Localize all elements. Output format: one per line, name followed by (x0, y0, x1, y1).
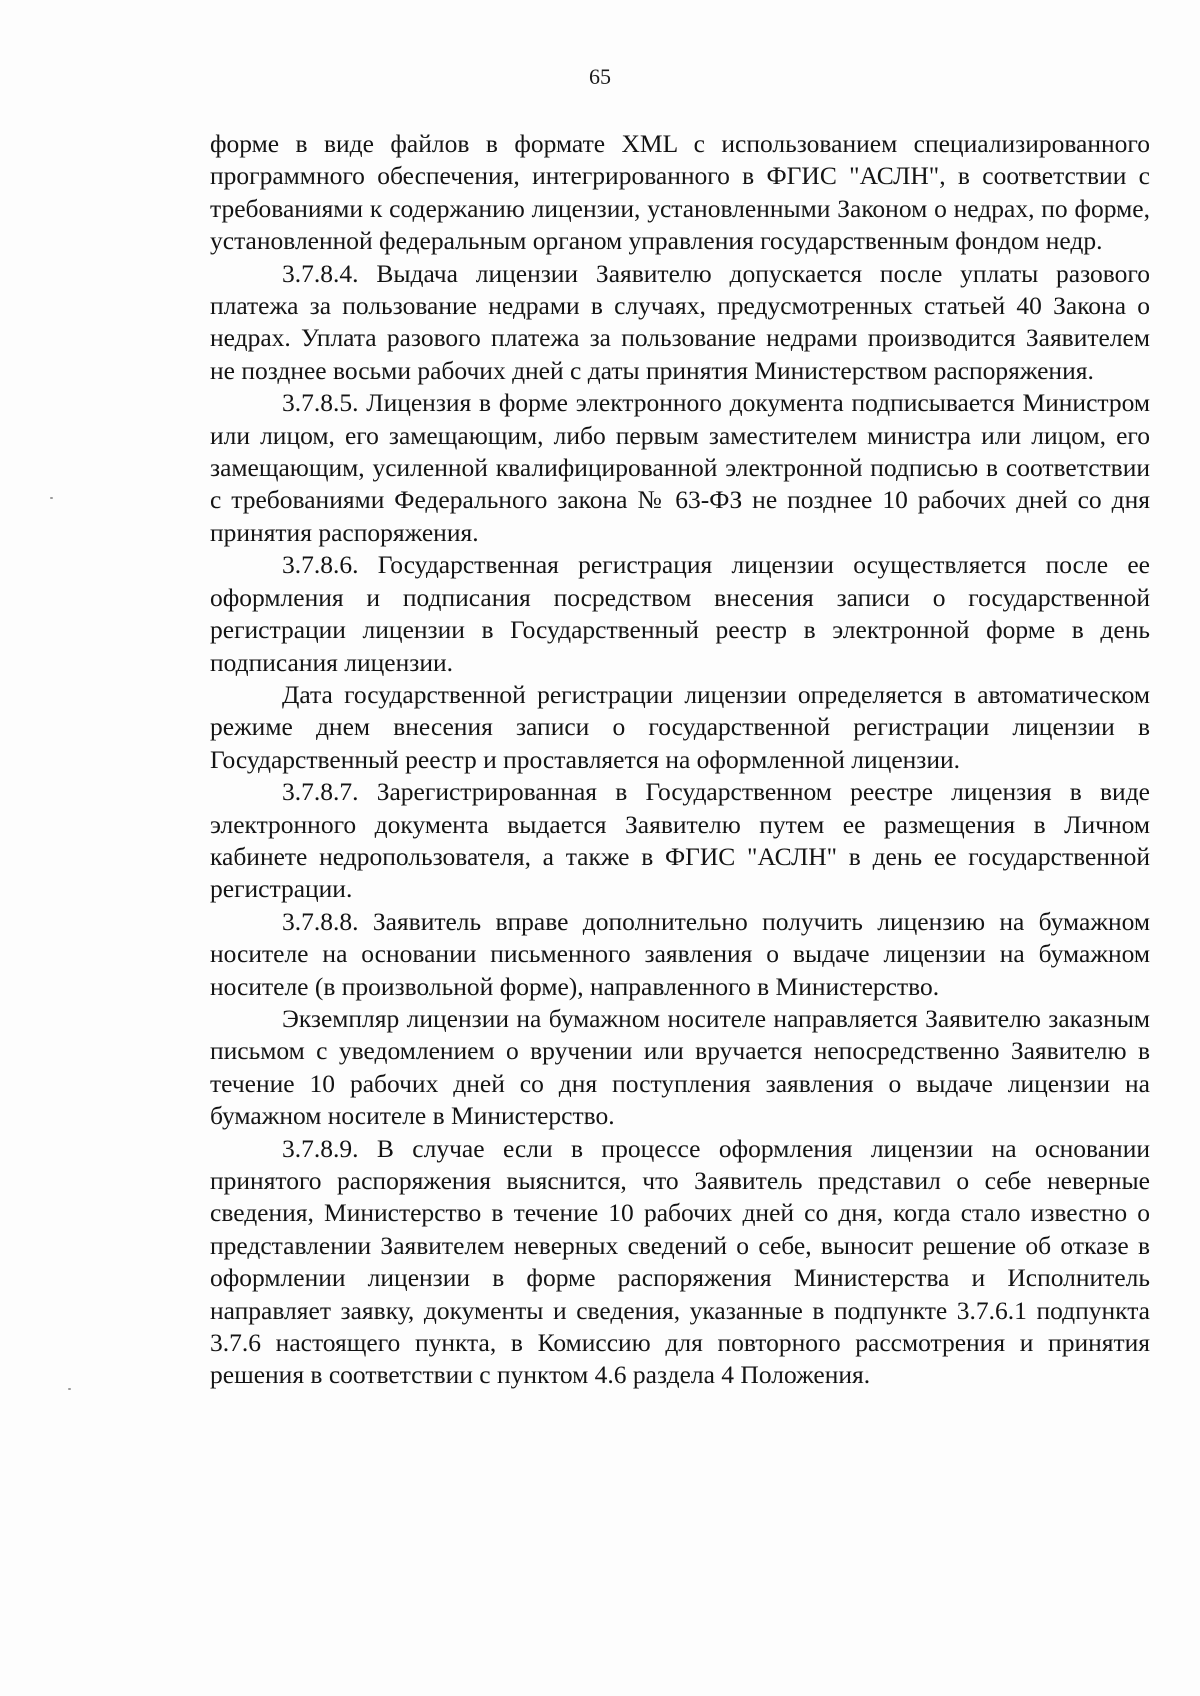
paragraph-3-7-8-5: 3.7.8.5. Лицензия в форме электронного документа подписывается Министром или лицом, его замещающим, либо первым заместителем министра или лицом, его замещающим, усиленной квалифицированной электронной подписью в соответствии с требованиями Федерального закона № 63-ФЗ не позднее 10 рабочих дней со дня принятия распоряжения. (210, 388, 1150, 547)
scan-speck (68, 1388, 71, 1390)
paragraph-continuation: форме в виде файлов в формате XML с использованием специализированного программного обеспечения, интегрированного в ФГИС "АСЛН", в соответствии с требованиями к содержанию лицензии, установленными Законом о недрах, по форме, установленной федеральным органом управления государственным фондом недр. (210, 129, 1150, 256)
scan-speck (50, 497, 53, 499)
paragraph-3-7-8-7: 3.7.8.7. Зарегистрированная в Государственном реестре лицензия в виде электронного документа выдается Заявителю путем ее размещения в Личном кабинете недропользователя, а также в ФГИС "АСЛН" в день ее государственной регистрации. (210, 777, 1150, 904)
page-number: 65 (589, 64, 611, 89)
paragraph-3-7-8-4: 3.7.8.4. Выдача лицензии Заявителю допускается после уплаты разового платежа за пользование недрами в случаях, предусмотренных статьей 40 Закона о недрах. Уплата разового платежа за пользование недрами производится Заявителем не позднее восьми рабочих дней с даты принятия Министерством распоряжения. (210, 258, 1150, 385)
paragraph-paper-copy: Экземпляр лицензии на бумажном носителе направляется Заявителю заказным письмом с уведомлением о вручении или вручается непосредственно Заявителю в течение 10 рабочих дней со дня поступления заявления о выдаче лицензии на бумажном носителе в Министерство. (210, 1003, 1150, 1131)
paragraph-3-7-8-8: 3.7.8.8. Заявитель вправе дополнительно получить лицензию на бумажном носителе на основании письменного заявления о выдаче лицензии на бумажном носителе (в произвольной форме), направленного в Министерство. (210, 906, 1150, 1001)
paragraph-registration-date: Дата государственной регистрации лицензии определяется в автоматическом режиме днем внесения записи о государственной регистрации лицензии в Государственный реестр и проставляется на оформленной лицензии. (210, 679, 1150, 774)
paragraph-3-7-8-6: 3.7.8.6. Государственная регистрация лицензии осуществляется после ее оформления и подписания посредством внесения записи о государственной регистрации лицензии в Государственный реестр в электронной форме в день подписания лицензии. (210, 550, 1150, 677)
document-body (210, 128, 1150, 1392)
paragraph-3-7-8-9: 3.7.8.9. В случае если в процессе оформления лицензии на основании принятого распоряжения выяснится, что Заявитель представил о себе неверные сведения, Министерство в течение 10 рабочих дней со дня, когда стало известно о представлении Заявителем неверных сведений о себе, выносит решение об отказе в оформлении лицензии в форме распоряжения Министерства и Исполнитель направляет заявку, документы и сведения, указанные в подпункте 3.7.6.1 подпункта 3.7.6 настоящего пункта, в Комиссию для повторного рассмотрения и принятия решения в соответствии с пунктом 4.6 раздела 4 Положения. (210, 1133, 1150, 1390)
